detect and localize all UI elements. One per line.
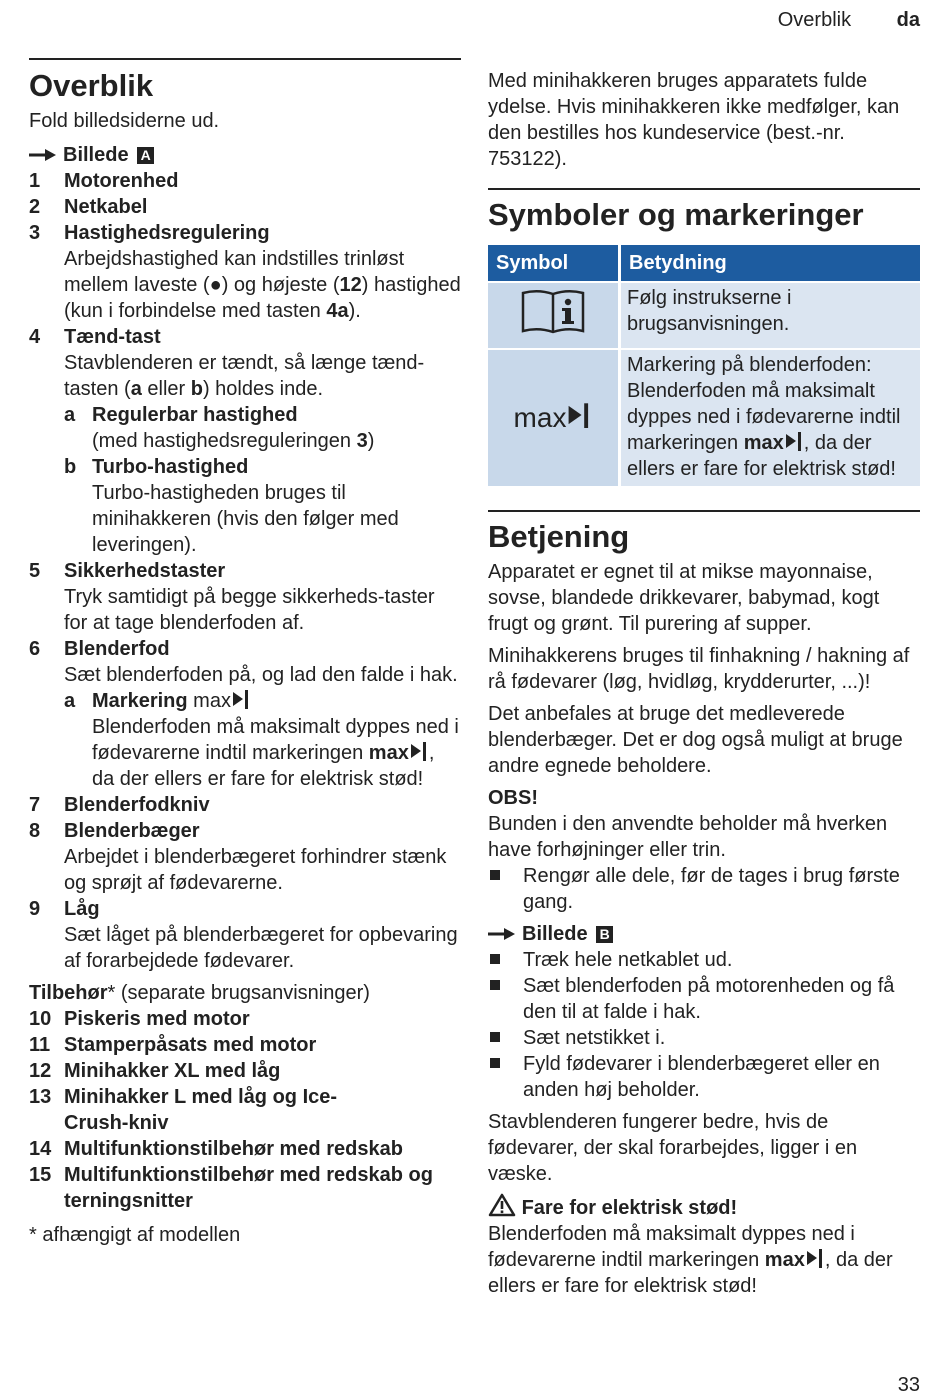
max-marker-icon (566, 401, 592, 429)
arrow-right-icon (29, 148, 57, 162)
max-marker-icon (784, 431, 804, 451)
accessory-item: 15 Multifunktionstilbehør med redskab og terningsnitter (29, 1164, 433, 1212)
symbols-title: Symboler og markeringer (488, 197, 864, 232)
table-row (488, 349, 920, 486)
figure-letter-a: A (137, 147, 154, 164)
bullet-square-icon (490, 980, 500, 990)
right-column (488, 68, 920, 1299)
table-header-row (488, 245, 920, 282)
minihakker-paragraph: Med minihakkeren bruges apparatets fulde ydelse. Hvis minihakkeren ikke medfølger, kan den bestilles hos kundeservice (best.-nr. 753122). (488, 70, 900, 170)
paragraph: Stavblenderen fungerer bedre, hvis de fødevarer, der skal forarbejdes, ligger i en væske. (488, 1111, 858, 1185)
item-description: Arbejdshastighed kan indstilles trinløst mellem laveste (●) og højeste (12) hastighed (kun i forbindelse med tasten 4a). (64, 248, 461, 322)
manual-info-icon (518, 285, 588, 337)
max-marker-icon (805, 1248, 825, 1268)
list-subitem: a Markering max (29, 688, 461, 714)
section-rule (488, 188, 920, 190)
meaning-cell: Følg instrukserne i brugsanvisningen. (620, 282, 921, 349)
bullet-square-icon (490, 1058, 500, 1068)
max-marking: max (765, 1249, 825, 1271)
arrow-right-icon (488, 927, 516, 941)
bullet-item: Sæt netstikket i. (488, 1025, 920, 1051)
item-description: Sæt blenderfoden på, og lad den falde i hak. (64, 664, 458, 686)
page-number: 33 (897, 1374, 920, 1396)
overview-title: Overblik (29, 68, 154, 103)
paragraph: Det anbefales at bruge det medleverede blenderbæger. Det er dog også muligt at bruge andre egnede beholdere. (488, 703, 903, 777)
paragraph: Minihakkerens bruges til finhakning / hakning af rå fødevarer (løg, hvidløg, krydderurter, ...)! (488, 645, 910, 693)
bullet-square-icon (490, 954, 500, 964)
list-item: 6 Blenderfod (29, 638, 170, 660)
list-item: 5 Sikkerhedstaster (29, 560, 226, 582)
obs-text: Bunden i den anvendte beholder må hverken have forhøjninger eller trin. (488, 813, 888, 861)
bullet-item: Sæt blenderfoden på motorenheden og få den til at falde i hak. (488, 973, 920, 1025)
list-item: 1 Motorenhed (29, 170, 179, 192)
accessory-item: 13 Minihakker L med låg og Ice-Crush-kniv (29, 1086, 338, 1134)
operation-title: Betjening (488, 519, 630, 554)
list-item: 2 Netkabel (29, 196, 148, 218)
item-description: Sæt låget på blenderbægeret for opbevaring af forarbejdede fødevarer. (64, 924, 458, 972)
accessory-item: 14 Multifunktionstilbehør med redskab (29, 1138, 403, 1160)
symbol-cell (488, 349, 620, 486)
item-description: Turbo-hastigheden bruges til minihakkeren (hvis den følger med leveringen). (92, 482, 399, 556)
warning-triangle-icon (488, 1193, 516, 1217)
footnote: * afhængigt af modellen (29, 1224, 241, 1246)
table-row (488, 282, 920, 349)
figure-letter-b: B (596, 926, 613, 943)
bullet-square-icon (490, 870, 500, 880)
bullet-item: Rengør alle dele, før de tages i brug første gang. (488, 863, 920, 915)
item-description: Stavblenderen er tændt, så længe tænd-tasten (a eller b) holdes inde. (64, 352, 425, 400)
list-subitem: b Turbo-hastighed (64, 456, 249, 478)
symbols-table (488, 245, 920, 486)
list-item: 7 Blenderfodkniv (29, 794, 210, 816)
max-marking: max (193, 690, 251, 712)
list-item: 8 Blenderbæger (29, 820, 200, 842)
symbol-cell (488, 282, 620, 349)
accessories-heading: Tilbehør* (separate brugsanvisninger) (29, 982, 370, 1004)
accessory-item: 10 Piskeris med motor (29, 1008, 250, 1030)
obs-label: OBS! (488, 787, 538, 809)
header-section: Overblik (777, 9, 852, 31)
warning-title: Fare for elektrisk stød! (488, 1193, 920, 1221)
max-marking: max (369, 742, 429, 764)
overview-intro: Fold billedsiderne ud. (29, 110, 220, 132)
item-description: Tryk samtidigt på begge sikkerheds-taster for at tage blenderfoden af. (64, 586, 435, 634)
bullet-item: Fyld fødevarer i blenderbægeret eller en anden høj beholder. (488, 1051, 920, 1103)
warning-text: Blenderfoden må maksimalt dyppes ned i fødevarerne indtil markeringen max , da der ellers er fare for elektrisk stød! (488, 1223, 893, 1297)
list-item: 4 Tænd-tast (29, 326, 161, 348)
running-header (778, 7, 920, 33)
item-description: Arbejdet i blenderbægeret forhindrer stænk og sprøjt af fødevarerne. (64, 846, 447, 894)
section-rule (488, 510, 920, 512)
max-marking: max (744, 432, 804, 454)
paragraph: Apparatet er egnet til at mikse mayonnaise, sovse, blandede drikkevarer, babymad, kogt frugt og grønt. Til purering af supper. (488, 561, 880, 635)
header-language: da (896, 9, 920, 31)
section-rule (29, 58, 461, 60)
max-marker-icon (409, 741, 429, 761)
bullet-item: Træk hele netkablet ud. (488, 947, 920, 973)
accessory-item: 11 Stamperpåsats med motor (29, 1034, 317, 1056)
left-column (29, 58, 461, 1248)
item-description: (med hastighedsreguleringen 3) (92, 430, 375, 452)
accessory-item: 12 Minihakker XL med låg (29, 1060, 281, 1082)
bullet-square-icon (490, 1032, 500, 1042)
max-marker-icon (231, 689, 251, 709)
item-description: Blenderfoden må maksimalt dyppes ned i fødevarerne indtil markeringen max , da der ellers er fare for elektrisk stød! (92, 716, 459, 790)
max-marking: max (514, 402, 593, 433)
figure-ref-b: Billede B (488, 921, 920, 947)
figure-ref-a: Billede A (29, 142, 461, 168)
list-subitem: a Regulerbar hastighed (64, 404, 298, 426)
column-header-meaning: Betydning (620, 245, 921, 282)
meaning-cell: Markering på blenderfoden: Blenderfoden må maksimalt dyppes ned i fødevarerne indtil markeringen max , da der ellers er fare for elektrisk stød! (620, 349, 921, 486)
column-header-symbol: Symbol (488, 245, 620, 282)
list-item: 3 Hastighedsregulering (29, 222, 270, 244)
list-item: 9 Låg (29, 898, 100, 920)
